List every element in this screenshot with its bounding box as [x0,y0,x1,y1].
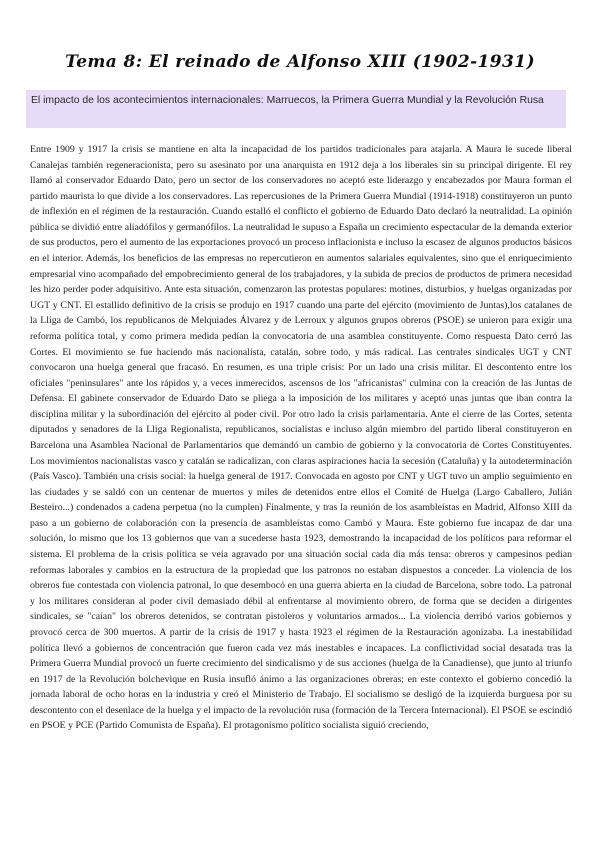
section-heading: El impacto de los acontecimientos internacionales: Marruecos, la Primera Guerra Mundial y la Revolución Rusa [26,90,566,128]
body-paragraph: Entre 1909 y 1917 la crisis se mantiene en alta la incapacidad de los partidos tradicionales para atajarla. A Maura le sucede liberal Canalejas también regeneracionista, pero su asesinato por una anarquista en 1912 deja a los liberales sin su principal dirigente. El rey llamó al conservador Eduardo Dato, pero un sector de los conservadores no aceptó este liderazgo y encabezados por Maura forman el partido maurista lo que divide a los conservadores. Las repercusiones de la Primera Guerra Mundial (1914-1918) constituyeron un punto de inflexión en el régimen de la restauración. Cuando estalló el conflicto el gobierno de Eduardo Dato declaró la neutralidad. La opinión pública se dividió entre aliadófilos y germanófilos. La neutralidad le supuso a España un crecimiento espectacular de la demanda exterior de sus productos, pero el aumento de las exportaciones provocó un proceso inflacionista e incluso la escasez de algunos productos básicos en el interior. Además, los beneficios de las empresas no repercutieron en aumentos salariales equivalentes, sino que el enriquecimiento empresarial vino acompañado del empobrecimiento general de los trabajadores, y la subida de precios de productos de primera necesidad les hizo perder poder adquisitivo. Ante esta situación, comenzaron las protestas populares: motines, disturbios, y huelgas organizadas por UGT y CNT. El estallido definitivo de la crisis se produjo en 1917 cuando una parte del ejército (movimiento de Juntas),los catalanes de la Lliga de Cambó, los republicanos de Melquiades Álvarez y de Lerroux y algunos grupos obreros (PSOE) se unieron para exigir una reforma política total, y como primera medida pedían la convocatoria de una asamblea constituyente. Como respuesta Dato cerró las Cortes. El movimiento se fue haciendo más nacionalista, catalán, sobre todo, y más radical. Las centrales sindicales UGT y CNT convocaron una huelga general que fracasó. En resumen, es una triple crisis: Por un lado una crisis militar. El descontento entre los oficiales "peninsulares" ante los rápidos y, a veces inmerecidos, ascensos de los "africanistas" culmina con la creación de las Juntas de Defensa. El gabinete conservador de Eduardo Dato se pliega a la imposición de los militares y aceptó unas juntas que iban contra la disciplina militar y la subordinación del ejército al poder civil. Por otro lado la crisis parlamentaria. Ante el cierre de las Cortes, setenta diputados y senadores de la Lliga Regionalista, republicanos, socialistas e incluso algún miembro del partido liberal constituyeron en Barcelona una Asamblea Nacional de Parlamentarios que demandó un cambio de gobierno y la convocatoria de Cortes Constituyentes. Los movimientos nacionalistas vasco y catalán se radicalizan, con claras aspiraciones hacia la secesión (Cataluña) y la autodeterminación (País Vasco). También una crisis social: la huelga general de 1917. Convocada en agosto por CNT y UGT tuvo un amplio seguimiento en las ciudades y se saldó con un centenar de muertos y miles de detenidos entre ellos el Comité de Huelga (Largo Caballero, Julián Besteiro...) condenados a cadena perpetua (no la cumplen) Finalmente, y tras la reunión de los asambleístas en Madrid, Alfonso XIII da paso a un gobierno de colaboración con la presencia de asambleístas como Cambó y Maura. Este gobierno fue incapaz de dar una solución, lo mismo que los 13 gobiernos que van a sucederse hasta 1923, demostrando la incapacidad de los políticos para reformar el sistema. El problema de la crisis política se veía agravado por una situación social cada día más tensa: obreros y campesinos pedían reformas laborales y cambios en la estructura de la propiedad que los patronos no estaban dispuestos a conceder. La violencia de los obreros fue contestada con violencia patronal, lo que desembocó en una guerra abierta en la ciudad de Barcelona, sobre todo. La patronal y los militares consideran al poder civil demasiado débil al enfrentarse al movimiento obrero, de forma que se deciden a dirigentes sindicales, se "caían" los obreros detenidos, se contratan pistoleros y voluntarios armados... La violencia derribó varios gobiernos y provocó cerca de 300 muertos. A partir de la crisis de 1917 y hasta 1923 el régimen de la Restauración agonizaba. La inestabilidad política llevó a gobiernos de concentración que fueron cada vez más inestables e incapaces. La conflictividad social desatada tras la Primera Guerra Mundial provocó un fuerte crecimiento del sindicalismo y de sus acciones (huelga de la Canadiense), que junto al triunfo en 1917 de la Revolución bolchevique en Rusia insufló ánimo a las organizaciones obreras; en este contexto el gobierno concedió la jornada laboral de ocho horas en la industria y creó el Ministerio de Trabajo. El socialismo se desligó de la izquierda burguesa por su descontento con el desenlace de la huelga y el impacto de la revolución rusa (formación de la Tercera Internacional). El PSOE se escindió en PSOE y PCE (Partido Comunista de España). El protagonismo político socialista siguió creciendo, [30,144,572,732]
document-title: Tema 8: El reinado de Alfonso XIII (1902-1931) [65,52,535,72]
